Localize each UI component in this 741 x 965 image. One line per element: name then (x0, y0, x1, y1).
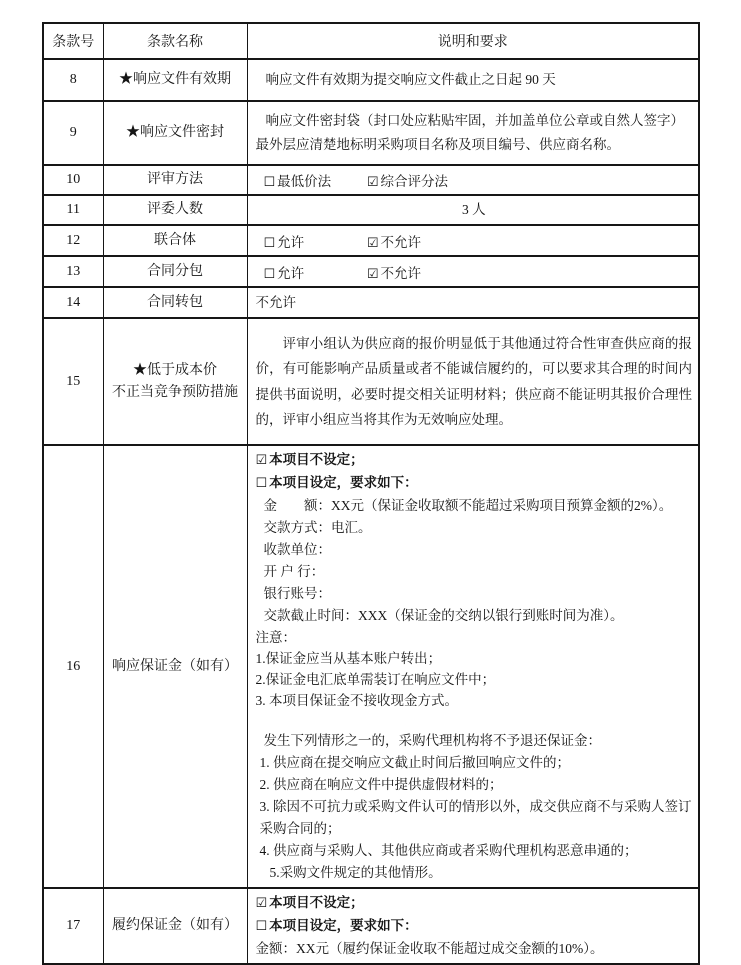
option-not-allowed (367, 262, 421, 282)
option-label: 允许 (277, 234, 305, 250)
forfeit-item: 5.采购文件规定的其他情形。 (269, 865, 442, 880)
description-cell (247, 256, 699, 287)
row-10 (43, 165, 699, 195)
col-header-clause-no: 条款号 (43, 23, 103, 59)
forfeit-title: 发生下列情形之一的，采购代理机构将不予退还保证金： (263, 733, 601, 748)
option-project-not-set (256, 449, 693, 472)
clause-no-cell: 13 (43, 256, 103, 287)
row-8 (43, 59, 699, 101)
clause-no-cell: 17 (43, 888, 103, 964)
clause-no-cell: 14 (43, 287, 103, 318)
description-cell (247, 225, 699, 256)
bank-line: 开 户 行： (263, 564, 325, 579)
deposit-amount-line: 金 额：XX元（保证金收取额不能超过采购项目预算金额的2%）。 (263, 498, 673, 513)
option-label: 允许 (277, 265, 305, 281)
option-label: 不允许 (380, 234, 422, 250)
option-not-allowed (367, 231, 421, 251)
clause-name-cell (103, 318, 247, 445)
checkbox-checked-icon: ☑ (366, 175, 379, 190)
option-allowed (256, 231, 364, 251)
checkbox-unchecked-icon: ☐ (255, 919, 268, 934)
description-cell (247, 888, 699, 964)
clause-no-cell: 15 (43, 318, 103, 445)
checkbox-checked-icon: ☑ (255, 896, 268, 911)
option-project-not-set (256, 892, 693, 915)
row-16 (43, 445, 699, 888)
description-text: 响应文件密封袋（封口处应粘贴牢固，并加盖单位公章或自然人签字） (265, 113, 684, 128)
checkbox-unchecked-icon: ☐ (263, 235, 276, 251)
clause-name-cell: 评审方法 (103, 165, 247, 195)
checkbox-checked-icon: ☑ (366, 266, 379, 282)
option-project-set (256, 915, 693, 938)
row-13 (43, 256, 699, 287)
clause-name-cell: 响应保证金（如有） (103, 445, 247, 888)
description-text: 最外层应清楚地标明采购项目名称及项目编号、供应商名称。 (255, 137, 620, 152)
description-text: 不允许 (255, 294, 296, 310)
description-cell (247, 101, 699, 165)
description-cell (247, 287, 699, 318)
col-header-clause-name: 条款名称 (103, 23, 247, 59)
checkbox-unchecked-icon: ☐ (263, 175, 276, 190)
clause-no-cell: 10 (43, 165, 103, 195)
note-item: 1.保证金应当从基本账户转出； (255, 651, 442, 666)
row-15 (43, 318, 699, 445)
description-text: 3 人 (461, 202, 486, 217)
clause-no-cell: 8 (43, 59, 103, 101)
option-label: 本项目设定，要求如下： (269, 475, 418, 490)
forfeit-item: 3. 除因不可抗力或采购文件认可的情形以外，成交供应商不与采购人签订采购合同的； (259, 799, 692, 836)
checkbox-checked-icon: ☑ (366, 235, 379, 251)
clause-name-cell: 评委人数 (103, 195, 247, 225)
clause-name-cell: ★响应文件有效期 (103, 59, 247, 101)
clause-no-cell: 12 (43, 225, 103, 256)
clause-name-cell: 联合体 (103, 225, 247, 256)
description-text: 评审小组认为供应商的报价明显低于其他通过符合性审查供应商的报价，有可能影响产品质量或者不能诚信履约的，可以要求其合理的时间内提供书面说明，必要时提交相关证明材料；供应商不能证明其报价合理性的，评审小组应当将其作为无效响应处理。 (255, 335, 692, 427)
description-cell (247, 165, 699, 195)
row-9 (43, 101, 699, 165)
option-allowed (256, 262, 364, 282)
forfeit-item: 2. 供应商在响应文件中提供虚假材料的； (259, 777, 503, 792)
description-cell (247, 195, 699, 225)
note-title: 注意： (255, 630, 296, 645)
clause-name-cell: 履约保证金（如有） (103, 888, 247, 964)
note-item: 2.保证金电汇底单需装订在响应文件中； (255, 672, 496, 687)
row-14 (43, 287, 699, 318)
row-17 (43, 888, 699, 964)
note-item: 3. 本项目保证金不接收现金方式。 (255, 693, 458, 708)
clause-name-cell: ★响应文件密封 (103, 101, 247, 165)
account-line: 银行账号： (263, 586, 331, 601)
row-11 (43, 195, 699, 225)
clause-no-cell: 9 (43, 101, 103, 165)
checkbox-checked-icon: ☑ (255, 453, 268, 468)
option-label: 本项目不设定； (269, 452, 364, 467)
payment-method-line: 交款方式：电汇。 (263, 520, 372, 535)
clause-name-line: ★低于成本价 (133, 362, 217, 378)
forfeit-item: 4. 供应商与采购人、其他供应商或者采购代理机构恶意串通的； (259, 843, 638, 858)
option-comprehensive-scoring-method (367, 170, 448, 190)
forfeit-item: 1. 供应商在提交响应文截止时间后撤回响应文件的； (259, 755, 570, 770)
option-label: 最低价法 (277, 174, 332, 189)
clause-name-cell: 合同分包 (103, 256, 247, 287)
option-label: 不允许 (380, 265, 422, 281)
row-12 (43, 225, 699, 256)
clause-name-line: 不正当竞争预防措施 (112, 384, 238, 400)
description-cell (247, 318, 699, 445)
header-row (43, 23, 699, 59)
col-header-description: 说明和要求 (247, 23, 699, 59)
description-cell (247, 59, 699, 101)
clause-no-cell: 16 (43, 445, 103, 888)
checkbox-unchecked-icon: ☐ (263, 266, 276, 282)
option-label: 本项目设定，要求如下： (269, 918, 418, 933)
option-lowest-price-method (256, 170, 364, 190)
description-cell (247, 445, 699, 888)
clauses-table (42, 22, 700, 965)
payee-line: 收款单位： (263, 542, 331, 557)
checkbox-unchecked-icon: ☐ (255, 476, 268, 491)
deadline-line: 交款截止时间：XXX（保证金的交纳以银行到账时间为准）。 (263, 608, 624, 623)
option-label: 本项目不设定； (269, 895, 364, 910)
clause-no-cell: 11 (43, 195, 103, 225)
amount-line: 金额：XX元（履约保证金收取不能超过成交金额的10%）。 (255, 941, 604, 956)
option-label: 综合评分法 (380, 174, 449, 189)
option-project-set (256, 472, 693, 495)
clause-name-cell: 合同转包 (103, 287, 247, 318)
description-text: 响应文件有效期为提交响应文件截止之日起 90 天 (265, 72, 556, 87)
